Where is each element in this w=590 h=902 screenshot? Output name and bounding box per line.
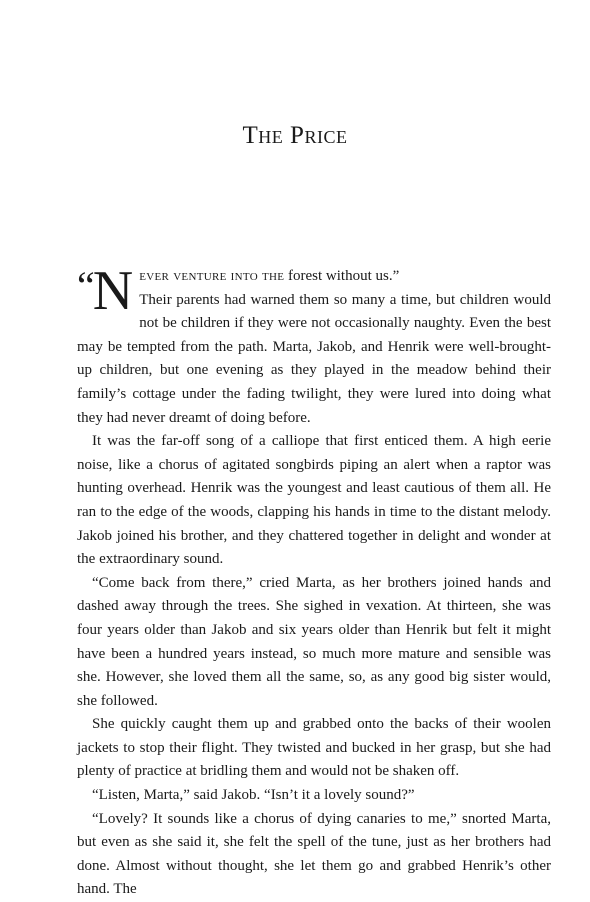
opening-paragraph xyxy=(77,260,551,322)
drop-cap xyxy=(77,260,134,322)
chapter-title: The Price xyxy=(242,122,348,149)
opening-line-rest: forest without us.” xyxy=(284,268,400,284)
paragraph: “Listen, Marta,” said Jakob. “Isn’t it a lovely sound?” xyxy=(92,787,415,804)
paragraph: “Come back from there,” cried Marta, as her brothers joined hands and dashed away through the trees. She sighed in vexation. At thirteen, she was four years older than Jakob and six years older than Henrik but felt it might have been a hundred years instead, so much more mature and sensible was she. However, she loved them all the same, so, as any good big sister would, she followed. xyxy=(77,574,551,709)
paragraph: She quickly caught them up and grabbed onto the backs of their woolen jackets to stop their flight. They twisted and bucked in her grasp, but she had plenty of practice at bridling them and would not be shaken off. xyxy=(77,716,551,780)
body-text xyxy=(77,260,551,902)
opening-smallcaps: ever venture into the xyxy=(139,268,285,284)
drop-cap-quote: “ xyxy=(77,263,95,308)
paragraph: “Lovely? It sounds like a chorus of dying canaries to me,” snorted Marta, but even as she said it, she felt the spell of the tune, just as her brothers had done. Almost without thought, she let them go and grabbed Henrik’s other hand. The xyxy=(77,810,551,898)
paragraph: Their parents had warned them so many a time, but children would not be children if they were not occasionally naughty. Even the best may be tempted from the path. Marta, Jakob, and Henrik were well-brought-up children, but one evening as they played in the meadow behind their family’s cottage under the fading twilight, they were lured into doing what they had never dreamt of doing before. xyxy=(77,291,551,426)
drop-cap-letter: N xyxy=(92,260,134,322)
paragraph: It was the far-off song of a calliope that first enticed them. A high eerie noise, like a chorus of agitated songbirds piping an alert when a raptor was hunting overhead. Henrik was the youngest and least cautious of them all. He ran to the edge of the woods, clapping his hands in time to the distant melody. Jakob joined his brother, and they chattered together in delight and wonder at the extraordinary sound. xyxy=(77,433,551,568)
